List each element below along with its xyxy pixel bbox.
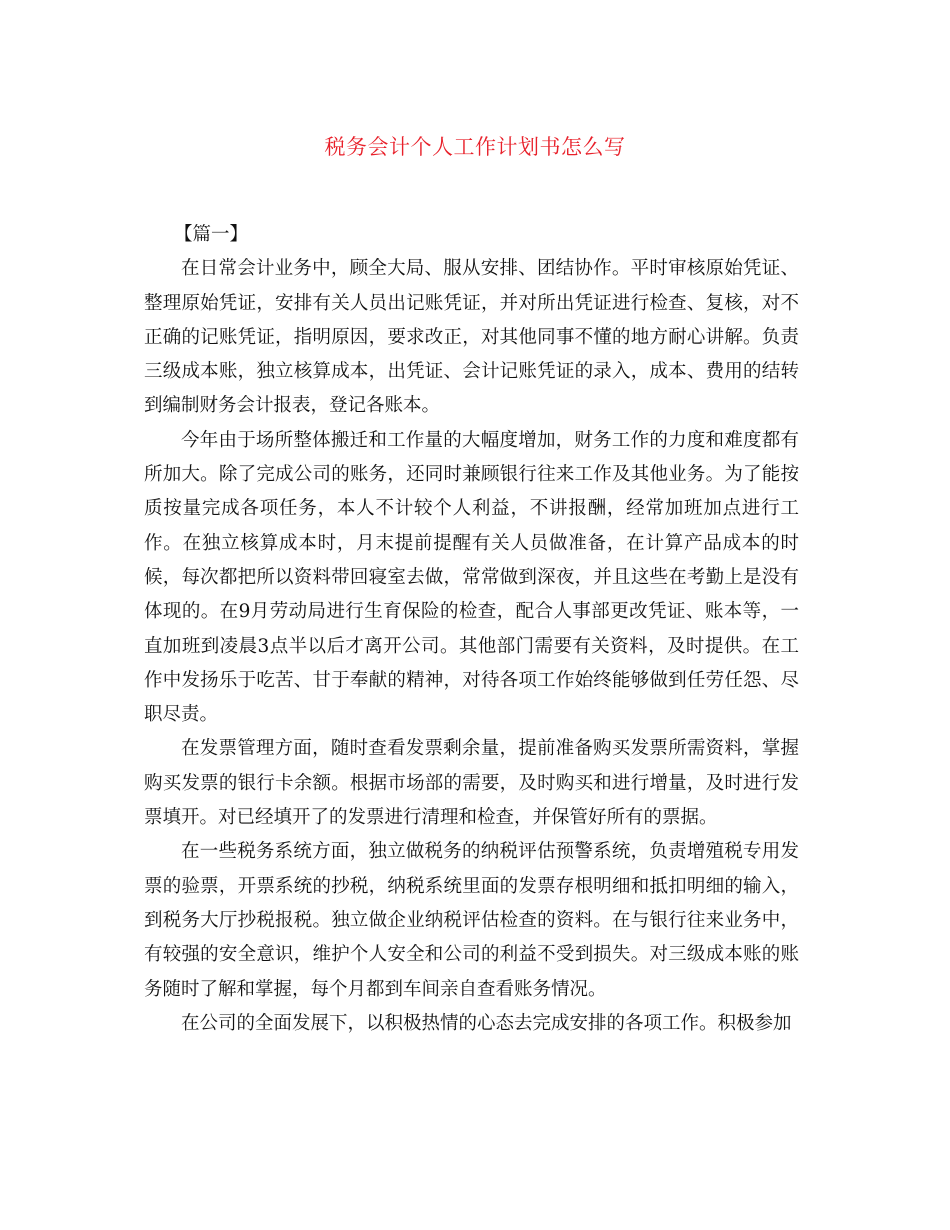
document-body bbox=[144, 218, 799, 1041]
paragraph-5: 在公司的全面发展下，以积极热情的心态去完成安排的各项工作。积极参加 bbox=[181, 1012, 792, 1034]
paragraph-1: 在日常会计业务中，顾全大局、服从安排、团结协作。平时审核原始凭证、整理原始凭证，安排有关人员出记账凭证，并对所出凭证进行检查、复核，对不正确的记账凭证，指明原因，要求改正，对其他同事不懂的地方耐心讲解。负责三级成本账，独立核算成本，出凭证、会计记账凭证的录入，成本、费用的结转到编制财务会计报表，登记各账本。 bbox=[144, 258, 799, 417]
page-title: 税务会计个人工作计划书怎么写 bbox=[324, 135, 626, 159]
paragraph-2: 今年由于场所整体搬迁和工作量的大幅度增加，财务工作的力度和难度都有所加大。除了完成公司的账务，还同时兼顾银行往来工作及其他业务。为了能按质按量完成各项任务，本人不计较个人利益，不讲报酬，经常加班加点进行工作。在独立核算成本时，月末提前提醒有关人员做准备，在计算产品成本的时候，每次都把所以资料带回寝室去做，常常做到深夜，并且这些在考勤上是没有体现的。在9月劳动局进行生育保险的检查，配合人事部更改凭证、账本等，一直加班到凌晨3点半以后才离开公司。其他部门需要有关资料，及时提供。在工作中发扬乐于吃苦、甘于奉献的精神，对待各项工作始终能够做到任劳任怨、尽职尽责。 bbox=[144, 429, 799, 726]
paragraph-4: 在一些税务系统方面，独立做税务的纳税评估预警系统，负责增殖税专用发票的验票，开票系统的抄税，纳税系统里面的发票存根明细和抵扣明细的输入，到税务大厅抄税报税。独立做企业纳税评估检查的资料。在与银行往来业务中，有较强的安全意识，维护个人安全和公司的利益不受到损失。对三级成本账的账务随时了解和掌握，每个月都到车间亲自查看账务情况。 bbox=[144, 841, 799, 1000]
section-heading: 【篇一】 bbox=[174, 224, 249, 245]
paragraph-3: 在发票管理方面，随时查看发票剩余量，提前准备购买发票所需资料，掌握购买发票的银行卡余额。根据市场部的需要，及时购买和进行增量，及时进行发票填开。对已经填开了的发票进行清理和检查，并保管好所有的票据。 bbox=[144, 738, 799, 829]
